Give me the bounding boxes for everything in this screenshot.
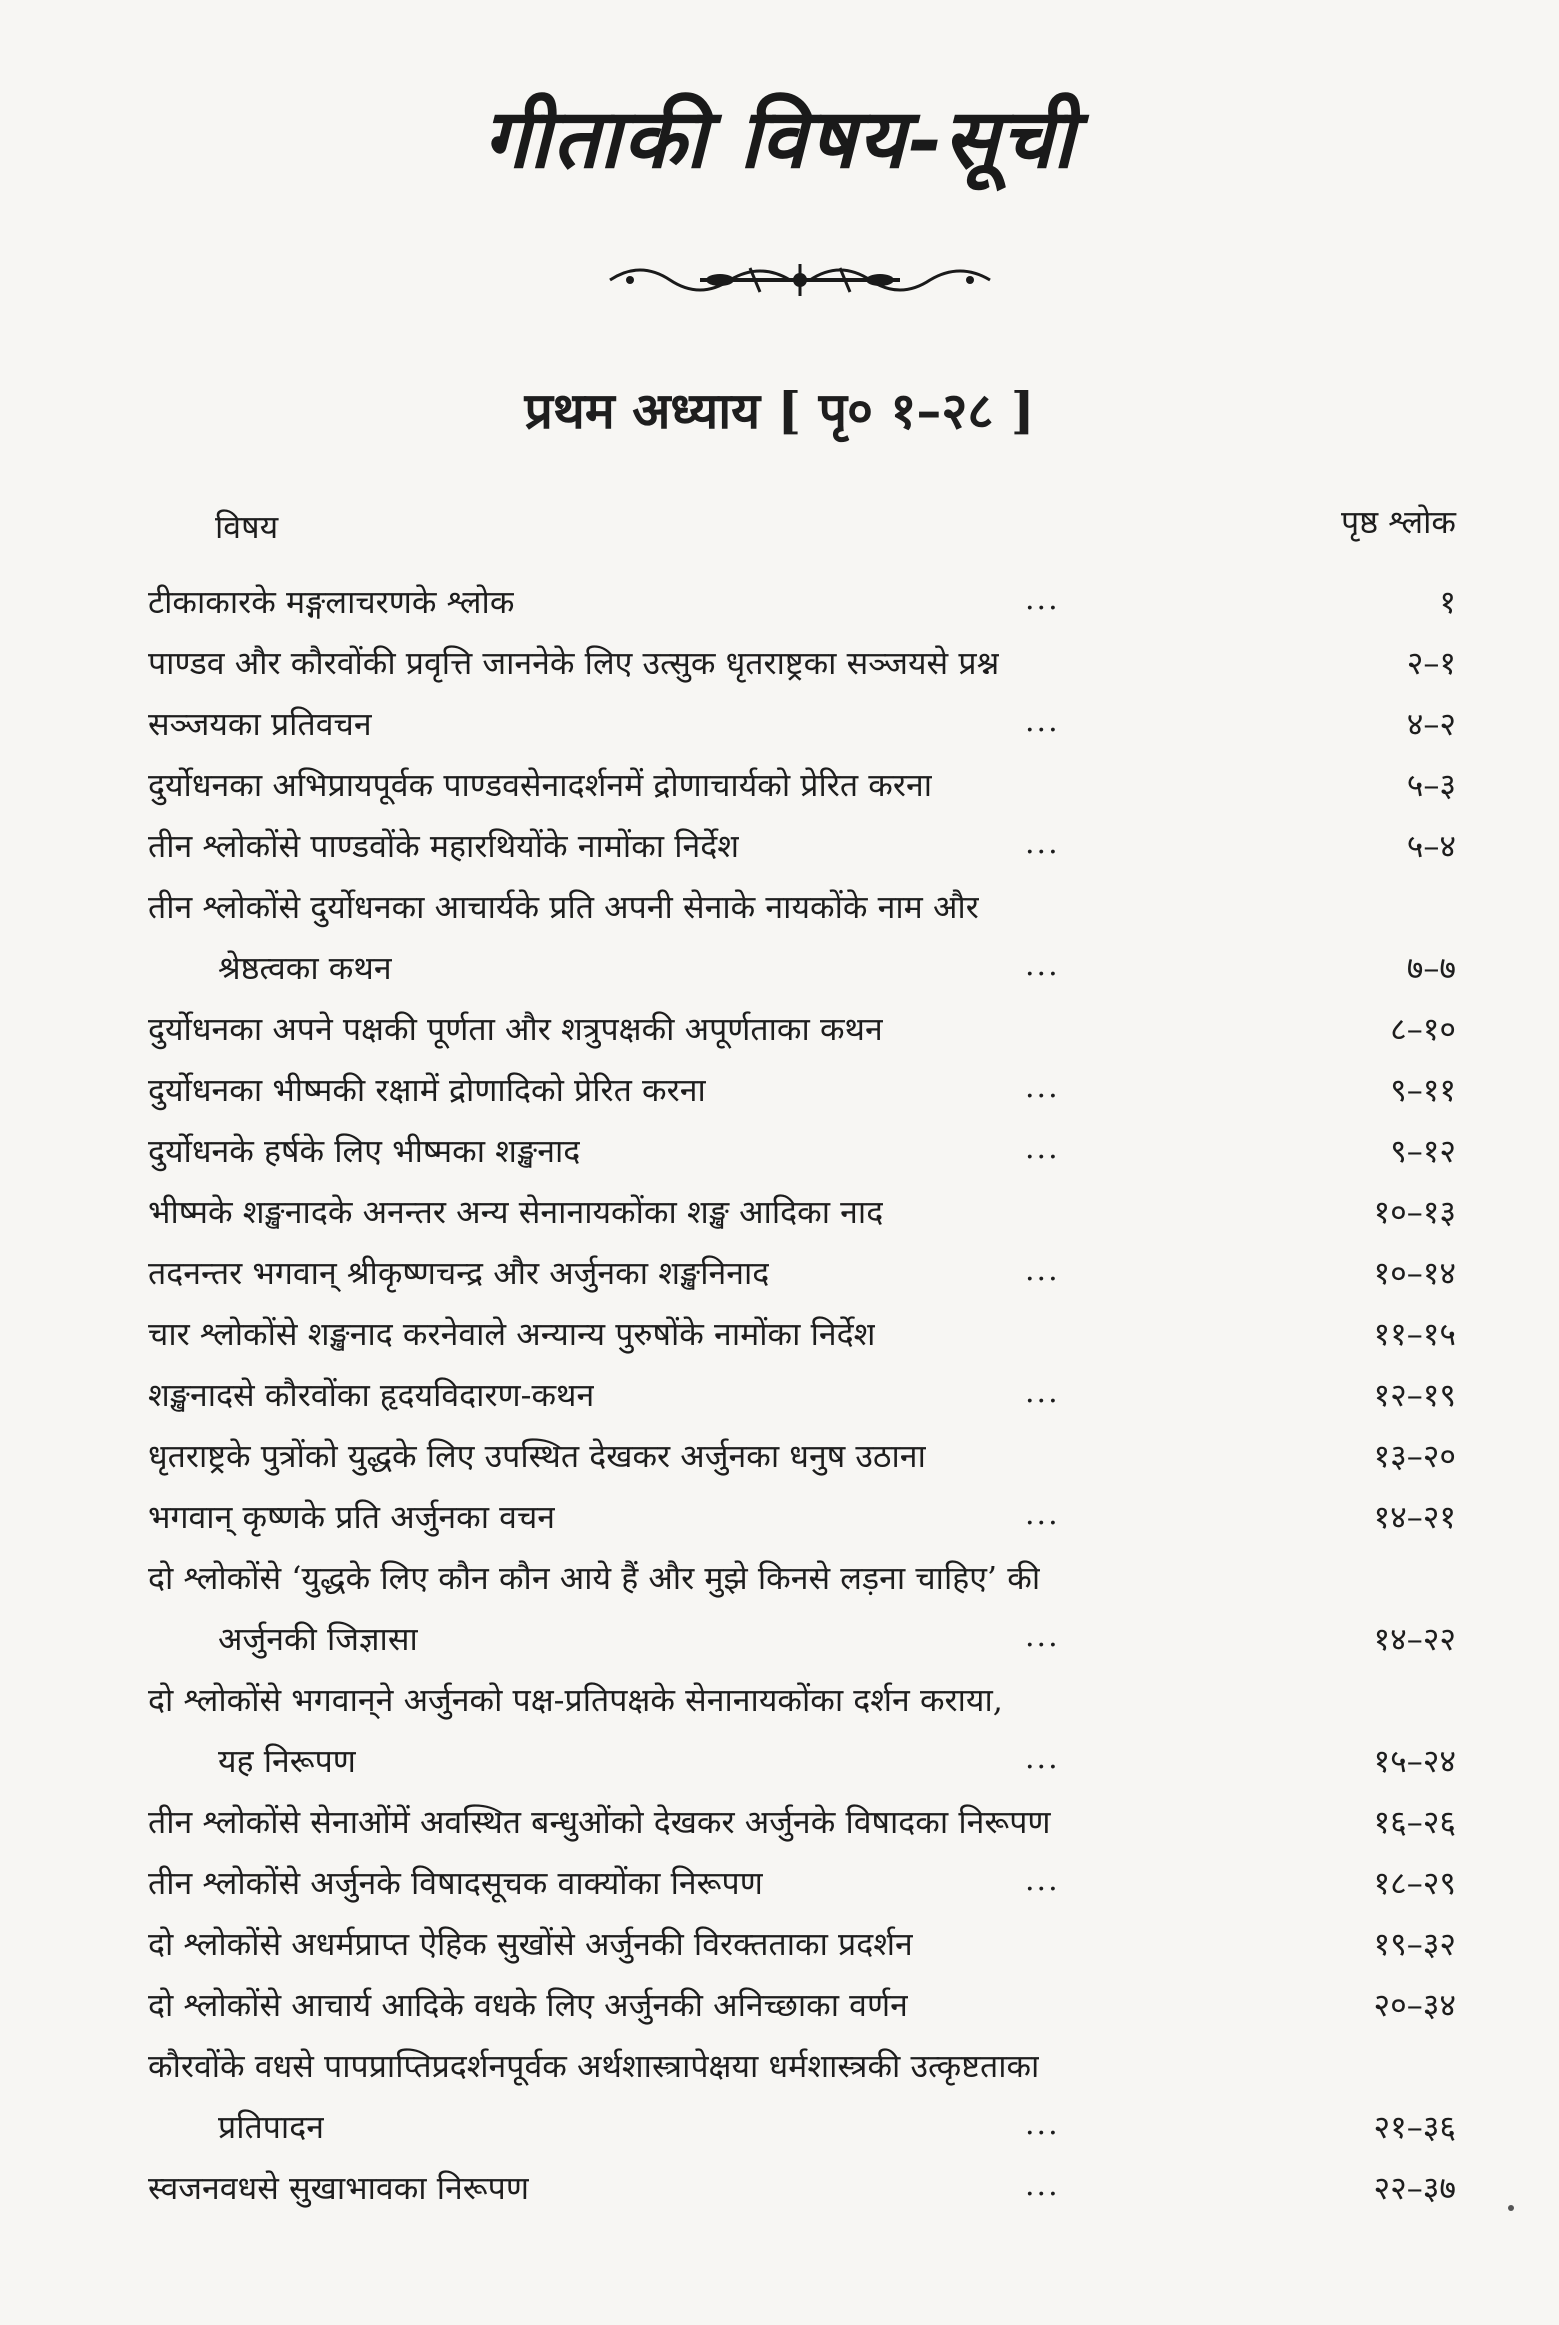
leader-dots: ...	[1025, 1375, 1060, 1410]
entry-page-verse: ५–४	[1406, 827, 1456, 865]
entry-subject: श्रेष्ठत्वका कथन	[218, 949, 392, 987]
leader-dots: ...	[1025, 582, 1060, 617]
list-item	[0, 1731, 1559, 1792]
list-item	[0, 1426, 1559, 1487]
leader-dots: ...	[1025, 948, 1060, 983]
list-item	[0, 938, 1559, 999]
entry-page-verse: २२–३७	[1373, 2169, 1456, 2207]
list-item	[0, 1548, 1559, 1609]
list-item	[0, 816, 1559, 877]
list-item	[0, 2158, 1559, 2219]
entry-subject: दो श्लोकोंसे ‘युद्धके लिए कौन कौन आये हैं और मुझे किनसे लड़ना चाहिए’ की	[148, 1559, 1041, 1597]
leader-dots: ...	[1025, 1131, 1060, 1166]
entry-subject: कौरवोंके वधसे पापप्राप्तिप्रदर्शनपूर्वक अर्थशास्त्रापेक्षया धर्मशास्त्रकी उत्कृष्टताका	[148, 2047, 1040, 2085]
list-item	[0, 1487, 1559, 1548]
list-item	[0, 1121, 1559, 1182]
entry-page-verse: १३–२०	[1373, 1437, 1456, 1475]
leader-dots: ...	[1025, 1619, 1060, 1654]
list-item	[0, 694, 1559, 755]
chapter-heading: प्रथम अध्याय [ पृ० १–२८ ]	[524, 381, 1035, 440]
list-item	[0, 572, 1559, 633]
list-item	[0, 1243, 1559, 1304]
entry-page-verse: १९–३२	[1373, 1925, 1456, 1963]
column-header-page-verse: पृष्ठ श्लोक	[1341, 503, 1456, 541]
entry-page-verse: २–१	[1406, 644, 1456, 682]
entry-page-verse: १८–२९	[1373, 1864, 1456, 1902]
list-item	[0, 1975, 1559, 2036]
entry-page-verse: १२–१९	[1373, 1376, 1456, 1414]
entry-subject: दुर्योधनके हर्षके लिए भीष्मका शङ्खनाद	[148, 1132, 581, 1170]
list-item	[0, 1670, 1559, 1731]
leader-dots: ...	[1025, 1070, 1060, 1105]
entry-subject: यह निरूपण	[218, 1742, 356, 1780]
entry-subject: दो श्लोकोंसे भगवान्‌ने अर्जुनको पक्ष-प्रतिपक्षके सेनानायकोंका दर्शन कराया,	[148, 1681, 1003, 1719]
entry-subject: तीन श्लोकोंसे अर्जुनके विषादसूचक वाक्योंका निरूपण	[148, 1864, 763, 1902]
list-item	[0, 1304, 1559, 1365]
entry-subject: तदनन्तर भगवान् श्रीकृष्णचन्द्र और अर्जुनका शङ्खनिनाद	[148, 1254, 770, 1292]
entry-subject: शङ्खनादसे कौरवोंका हृदयविदारण-कथन	[148, 1376, 595, 1414]
entry-page-verse: ८–१०	[1390, 1010, 1456, 1048]
list-item	[0, 1914, 1559, 1975]
entry-page-verse: १०–१४	[1373, 1254, 1456, 1292]
list-item	[0, 1792, 1559, 1853]
list-item	[0, 1060, 1559, 1121]
list-item	[0, 1182, 1559, 1243]
entry-subject: पाण्डव और कौरवोंकी प्रवृत्ति जाननेके लिए उत्सुक धृतराष्ट्रका सञ्जयसे प्रश्न	[148, 644, 1000, 682]
entry-subject: तीन श्लोकोंसे सेनाओंमें अवस्थित बन्धुओंको देखकर अर्जुनके विषादका निरूपण	[148, 1803, 1051, 1841]
list-item	[0, 2097, 1559, 2158]
entry-subject: तीन श्लोकोंसे दुर्योधनका आचार्यके प्रति अपनी सेनाके नायकोंके नाम और	[148, 888, 979, 926]
entry-page-verse: ४–२	[1406, 705, 1456, 743]
entry-page-verse: ११–१५	[1373, 1315, 1456, 1353]
entry-page-verse: १४–२२	[1373, 1620, 1456, 1658]
entry-subject: अर्जुनकी जिज्ञासा	[218, 1620, 418, 1658]
contents-list	[0, 572, 1559, 2219]
entry-page-verse: २०–३४	[1373, 1986, 1456, 2024]
list-item	[0, 1853, 1559, 1914]
leader-dots: ...	[1025, 2168, 1060, 2203]
entry-page-verse: ९–११	[1390, 1071, 1456, 1109]
entry-page-verse: १५–२४	[1373, 1742, 1456, 1780]
entry-subject: दुर्योधनका अपने पक्षकी पूर्णता और शत्रुपक्षकी अपूर्णताका कथन	[148, 1010, 883, 1048]
list-item	[0, 1365, 1559, 1426]
leader-dots: ...	[1025, 704, 1060, 739]
entry-subject: भगवान् कृष्णके प्रति अर्जुनका वचन	[148, 1498, 556, 1536]
list-item	[0, 755, 1559, 816]
leader-dots: ...	[1025, 1741, 1060, 1776]
list-item	[0, 999, 1559, 1060]
entry-page-verse: ५–३	[1406, 766, 1456, 804]
entry-subject: तीन श्लोकोंसे पाण्डवोंके महारथियोंके नामोंका निर्देश	[148, 827, 740, 865]
entry-page-verse: १६–२६	[1373, 1803, 1456, 1841]
list-item	[0, 1609, 1559, 1670]
entry-page-verse: १	[1439, 583, 1456, 621]
entry-subject: दुर्योधनका अभिप्रायपूर्वक पाण्डवसेनादर्शनमें द्रोणाचार्यको प्रेरित करना	[148, 766, 933, 804]
list-item	[0, 877, 1559, 938]
entry-subject: सञ्जयका प्रतिवचन	[148, 705, 372, 743]
entry-page-verse: १४–२१	[1373, 1498, 1456, 1536]
list-item	[0, 633, 1559, 694]
entry-subject: दुर्योधनका भीष्मकी रक्षामें द्रोणादिको प्रेरित करना	[148, 1071, 706, 1109]
entry-page-verse: ९–१२	[1390, 1132, 1456, 1170]
page-title: गीताकी विषय-सूची	[483, 91, 1076, 187]
paper-speck	[1508, 2205, 1514, 2211]
entry-page-verse: १०–१३	[1373, 1193, 1456, 1231]
entry-subject: स्वजनवधसे सुखाभावका निरूपण	[148, 2169, 529, 2207]
leader-dots: ...	[1025, 1863, 1060, 1898]
entry-page-verse: २१–३६	[1373, 2108, 1456, 2146]
entry-subject: चार श्लोकोंसे शङ्खनाद करनेवाले अन्यान्य पुरुषोंके नामोंका निर्देश	[148, 1315, 876, 1353]
entry-page-verse: ७–७	[1406, 949, 1456, 987]
entry-subject: प्रतिपादन	[218, 2108, 324, 2146]
entry-subject: दो श्लोकोंसे आचार्य आदिके वधके लिए अर्जुनकी अनिच्छाका वर्णन	[148, 1986, 908, 2024]
leader-dots: ...	[1025, 826, 1060, 861]
column-header-subject: विषय	[215, 508, 279, 546]
entry-subject: टीकाकारके मङ्गलाचरणके श्लोक	[148, 583, 515, 621]
entry-subject: धृतराष्ट्रके पुत्रोंको युद्धके लिए उपस्थित देखकर अर्जुनका धनुष उठाना	[148, 1437, 926, 1475]
ornament-divider	[600, 250, 1000, 310]
entry-subject: दो श्लोकोंसे अधर्मप्राप्त ऐहिक सुखोंसे अर्जुनकी विरक्तताका प्रदर्शन	[148, 1925, 913, 1963]
leader-dots: ...	[1025, 2107, 1060, 2142]
list-item	[0, 2036, 1559, 2097]
leader-dots: ...	[1025, 1497, 1060, 1532]
entry-subject: भीष्मके शङ्खनादके अनन्तर अन्य सेनानायकोंका शङ्ख आदिका नाद	[148, 1193, 884, 1231]
leader-dots: ...	[1025, 1253, 1060, 1288]
